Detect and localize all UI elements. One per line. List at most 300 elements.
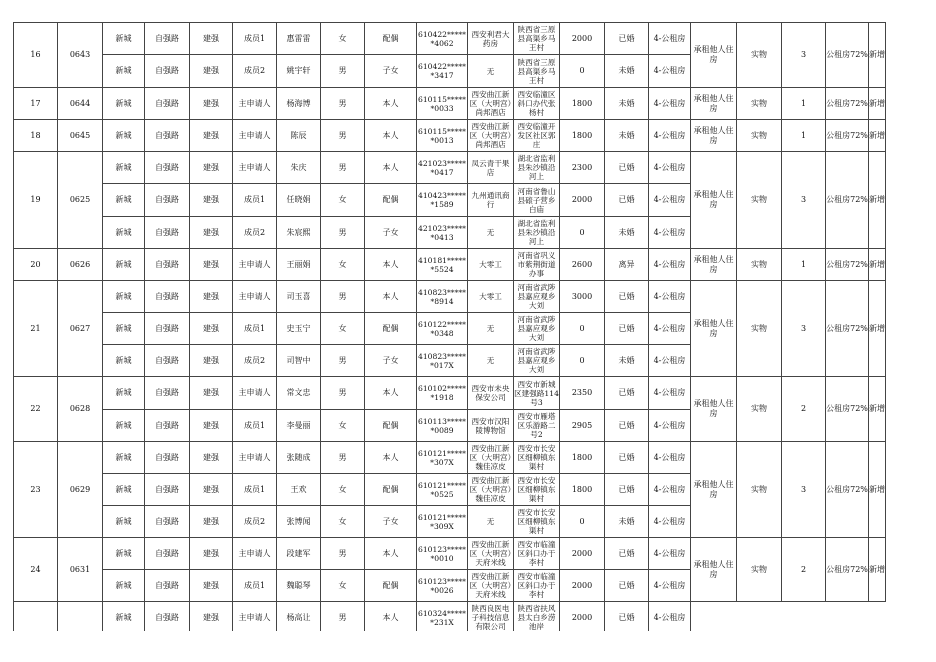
housing-type-cell: 4-公租房 — [649, 474, 691, 506]
member-role-cell: 主申请人 — [233, 88, 277, 120]
income-cell: 2000 — [560, 538, 605, 570]
employer-cell: 西安市汉阳陵博物馆 — [468, 410, 514, 442]
street-cell: 自强路 — [145, 474, 190, 506]
member-role-cell: 成员1 — [233, 184, 277, 217]
district-cell: 新城 — [103, 506, 145, 538]
gender-cell: 女 — [321, 474, 365, 506]
street-cell: 自强路 — [145, 217, 190, 249]
table-row — [14, 23, 886, 55]
community-cell: 建强 — [190, 281, 233, 313]
id-number-cell: 410423******1589 — [417, 184, 468, 217]
relation-cell: 本人 — [365, 377, 417, 410]
street-cell: 自强路 — [145, 313, 190, 345]
record-status-cell: 新增 — [869, 88, 886, 120]
marital-status-cell: 已婚 — [605, 23, 649, 55]
gender-cell: 女 — [321, 313, 365, 345]
current-housing-cell: 承租他人住房 — [691, 152, 737, 249]
member-role-cell: 主申请人 — [233, 602, 277, 634]
id-number-cell: 610422******3417 — [417, 55, 468, 88]
unit-type-cell: 公租房72% — [826, 281, 869, 377]
income-cell: 1800 — [560, 88, 605, 120]
district-cell: 新城 — [103, 410, 145, 442]
community-cell: 建强 — [190, 313, 233, 345]
income-cell: 2000 — [560, 184, 605, 217]
gender-cell: 男 — [321, 442, 365, 474]
relation-cell: 本人 — [365, 152, 417, 184]
allocation-type-cell: 实物 — [737, 88, 782, 120]
unit-type-cell: 公租房72% — [826, 88, 869, 120]
allocation-type-cell: 实物 — [737, 23, 782, 88]
id-number-cell: 610113******0089 — [417, 410, 468, 442]
street-cell: 自强路 — [145, 570, 190, 602]
housing-type-cell: 4-公租房 — [649, 570, 691, 602]
community-cell: 建强 — [190, 249, 233, 281]
id-number-cell: 610121******0525 — [417, 474, 468, 506]
address-cell: 河南省武陟县嘉应观乡大刘 — [514, 313, 560, 345]
address-cell: 陕西省扶风县太白乡涝池岸 — [514, 602, 560, 634]
allocation-type-cell: 实物 — [737, 442, 782, 538]
gender-cell: 女 — [321, 249, 365, 281]
table-row — [14, 602, 886, 634]
income-cell: 0 — [560, 55, 605, 88]
address-cell: 河南省巩义市紫荆街道办事 — [514, 249, 560, 281]
address-cell: 河南省武陟县嘉应观乡大刘 — [514, 345, 560, 377]
marital-status-cell: 已婚 — [605, 281, 649, 313]
relation-cell: 子女 — [365, 55, 417, 88]
gender-cell: 男 — [321, 538, 365, 570]
name-cell: 朱庆 — [277, 152, 321, 184]
housing-type-cell: 4-公租房 — [649, 281, 691, 313]
income-cell: 2000 — [560, 23, 605, 55]
id-number-cell: 610122******0348 — [417, 313, 468, 345]
id-number-cell: 610123******0026 — [417, 570, 468, 602]
district-cell: 新城 — [103, 377, 145, 410]
relation-cell: 配偶 — [365, 313, 417, 345]
address-cell: 西安市临潼区斜口办于李村 — [514, 538, 560, 570]
gender-cell: 女 — [321, 506, 365, 538]
unit-type-cell: 公租房72% — [826, 538, 869, 602]
marital-status-cell: 未婚 — [605, 88, 649, 120]
gender-cell: 男 — [321, 377, 365, 410]
current-housing-cell: 承租他人住房 — [691, 88, 737, 120]
employer-cell: 凤云青干果店 — [468, 152, 514, 184]
gender-cell: 男 — [321, 345, 365, 377]
id-number-cell: 610123******0010 — [417, 538, 468, 570]
id-number-cell: 610102******1918 — [417, 377, 468, 410]
district-cell: 新城 — [103, 184, 145, 217]
community-cell: 建强 — [190, 345, 233, 377]
housing-type-cell: 4-公租房 — [649, 602, 691, 634]
group-number-cell: 19 — [14, 152, 58, 249]
address-cell: 西安市临潼区斜口办于李村 — [514, 570, 560, 602]
current-housing-cell: 承租他人住房 — [691, 23, 737, 88]
gender-cell: 男 — [321, 281, 365, 313]
community-cell: 建强 — [190, 474, 233, 506]
gender-cell: 男 — [321, 88, 365, 120]
gender-cell: 男 — [321, 602, 365, 634]
address-cell: 西安临潼区斜口办代张杨村 — [514, 88, 560, 120]
relation-cell: 本人 — [365, 120, 417, 152]
district-cell: 新城 — [103, 570, 145, 602]
table-row — [14, 281, 886, 313]
address-cell: 西安市长安区细柳镇东渠村 — [514, 442, 560, 474]
member-role-cell: 成员1 — [233, 313, 277, 345]
gender-cell: 女 — [321, 184, 365, 217]
employer-cell: 西安利君大药房 — [468, 23, 514, 55]
relation-cell: 子女 — [365, 506, 417, 538]
employer-cell: 西安曲江新区（大明宫）魏佳凉皮 — [468, 442, 514, 474]
income-cell: 1800 — [560, 120, 605, 152]
housing-type-cell: 4-公租房 — [649, 23, 691, 55]
street-cell: 自强路 — [145, 377, 190, 410]
street-cell: 自强路 — [145, 281, 190, 313]
relation-cell: 本人 — [365, 88, 417, 120]
relation-cell: 配偶 — [365, 410, 417, 442]
income-cell: 1800 — [560, 442, 605, 474]
page-bottom-margin — [0, 631, 936, 662]
community-cell: 建强 — [190, 410, 233, 442]
income-cell: 1800 — [560, 474, 605, 506]
member-role-cell: 主申请人 — [233, 152, 277, 184]
name-cell: 段建军 — [277, 538, 321, 570]
member-role-cell: 成员2 — [233, 55, 277, 88]
employer-cell: 西安曲江新区（大明宫）尚邦酒店 — [468, 88, 514, 120]
community-cell: 建强 — [190, 152, 233, 184]
community-cell: 建强 — [190, 442, 233, 474]
name-cell: 常文忠 — [277, 377, 321, 410]
housing-type-cell: 4-公租房 — [649, 184, 691, 217]
relation-cell: 子女 — [365, 345, 417, 377]
unit-type-cell: 公租房72% — [826, 442, 869, 538]
housing-type-cell: 4-公租房 — [649, 249, 691, 281]
id-number-cell: 410181******5524 — [417, 249, 468, 281]
address-cell: 陕西省三原县高渠乡马王村 — [514, 23, 560, 55]
income-cell: 3000 — [560, 281, 605, 313]
gender-cell: 男 — [321, 120, 365, 152]
marital-status-cell: 未婚 — [605, 506, 649, 538]
household-code-cell: 0627 — [58, 281, 103, 377]
name-cell: 任晓娟 — [277, 184, 321, 217]
employer-cell: 西安曲江新区（大明宫）天府米线 — [468, 570, 514, 602]
allocation-type-cell: 实物 — [737, 538, 782, 602]
district-cell: 新城 — [103, 538, 145, 570]
group-number-cell: 23 — [14, 442, 58, 538]
name-cell: 杨高让 — [277, 602, 321, 634]
unit-type-cell: 公租房72% — [826, 377, 869, 442]
employer-cell: 西安市未央保安公司 — [468, 377, 514, 410]
district-cell: 新城 — [103, 442, 145, 474]
housing-type-cell: 4-公租房 — [649, 120, 691, 152]
id-number-cell: 610324******231X — [417, 602, 468, 634]
household-code-cell: 0643 — [58, 23, 103, 88]
name-cell: 陈辰 — [277, 120, 321, 152]
name-cell: 魏聪琴 — [277, 570, 321, 602]
record-status-cell — [869, 602, 886, 634]
marital-status-cell: 已婚 — [605, 313, 649, 345]
record-status-cell: 新增 — [869, 377, 886, 442]
member-role-cell: 主申请人 — [233, 377, 277, 410]
name-cell: 史玉宁 — [277, 313, 321, 345]
current-housing-cell: 承租他人住房 — [691, 120, 737, 152]
id-number-cell: 410823******8914 — [417, 281, 468, 313]
id-number-cell: 610115******0033 — [417, 88, 468, 120]
street-cell: 自强路 — [145, 602, 190, 634]
district-cell: 新城 — [103, 217, 145, 249]
employer-cell: 大零工 — [468, 249, 514, 281]
household-code-cell: 0631 — [58, 538, 103, 602]
street-cell: 自强路 — [145, 88, 190, 120]
id-number-cell: 421023******0413 — [417, 217, 468, 249]
income-cell: 2350 — [560, 377, 605, 410]
allocation-type-cell: 实物 — [737, 120, 782, 152]
income-cell: 0 — [560, 506, 605, 538]
household-code-cell: 0629 — [58, 442, 103, 538]
table-row — [14, 88, 886, 120]
gender-cell: 男 — [321, 152, 365, 184]
housing-type-cell: 4-公租房 — [649, 377, 691, 410]
relation-cell: 本人 — [365, 538, 417, 570]
community-cell: 建强 — [190, 570, 233, 602]
address-cell: 西安市雁塔区乐游路二号2 — [514, 410, 560, 442]
gender-cell: 女 — [321, 23, 365, 55]
name-cell: 朱宸熙 — [277, 217, 321, 249]
group-number-cell: 22 — [14, 377, 58, 442]
id-number-cell: 610121******309X — [417, 506, 468, 538]
income-cell: 2000 — [560, 570, 605, 602]
id-number-cell: 610115******0013 — [417, 120, 468, 152]
employer-cell: 西安曲江新区（大明宫）尚邦酒店 — [468, 120, 514, 152]
current-housing-cell: 承租他人住房 — [691, 538, 737, 602]
community-cell: 建强 — [190, 538, 233, 570]
current-housing-cell: 承租他人住房 — [691, 281, 737, 377]
household-size-cell: 2 — [782, 538, 826, 602]
id-number-cell: 421023******0417 — [417, 152, 468, 184]
marital-status-cell: 已婚 — [605, 538, 649, 570]
marital-status-cell: 已婚 — [605, 602, 649, 634]
relation-cell: 配偶 — [365, 184, 417, 217]
income-cell: 2600 — [560, 249, 605, 281]
employer-cell: 无 — [468, 55, 514, 88]
id-number-cell: 610121******307X — [417, 442, 468, 474]
street-cell: 自强路 — [145, 184, 190, 217]
table-row — [14, 442, 886, 474]
table-row — [14, 120, 886, 152]
employer-cell: 无 — [468, 506, 514, 538]
name-cell: 杨海博 — [277, 88, 321, 120]
member-role-cell: 主申请人 — [233, 442, 277, 474]
member-role-cell: 成员1 — [233, 570, 277, 602]
record-status-cell: 新增 — [869, 120, 886, 152]
household-size-cell: 3 — [782, 442, 826, 538]
street-cell: 自强路 — [145, 506, 190, 538]
employer-cell: 无 — [468, 313, 514, 345]
household-code-cell: 0628 — [58, 377, 103, 442]
group-number-cell: 16 — [14, 23, 58, 88]
household-size-cell: 3 — [782, 281, 826, 377]
employer-cell: 陕西良医电子科技信息有限公司 — [468, 602, 514, 634]
gender-cell: 男 — [321, 217, 365, 249]
relation-cell: 配偶 — [365, 474, 417, 506]
household-code-cell: 0625 — [58, 152, 103, 249]
gender-cell: 女 — [321, 410, 365, 442]
unit-type-cell: 公租房72% — [826, 23, 869, 88]
member-role-cell: 成员2 — [233, 217, 277, 249]
district-cell: 新城 — [103, 474, 145, 506]
record-status-cell: 新增 — [869, 23, 886, 88]
applicant-table — [13, 22, 886, 634]
record-status-cell: 新增 — [869, 249, 886, 281]
marital-status-cell: 未婚 — [605, 120, 649, 152]
income-cell: 0 — [560, 313, 605, 345]
marital-status-cell: 未婚 — [605, 345, 649, 377]
unit-type-cell — [826, 602, 869, 634]
housing-type-cell: 4-公租房 — [649, 345, 691, 377]
street-cell: 自强路 — [145, 23, 190, 55]
record-status-cell: 新增 — [869, 538, 886, 602]
district-cell: 新城 — [103, 55, 145, 88]
group-number-cell: 18 — [14, 120, 58, 152]
table-row — [14, 249, 886, 281]
employer-cell: 西安曲江新区（大明宫）天府米线 — [468, 538, 514, 570]
member-role-cell: 成员2 — [233, 345, 277, 377]
street-cell: 自强路 — [145, 538, 190, 570]
member-role-cell: 主申请人 — [233, 538, 277, 570]
community-cell: 建强 — [190, 506, 233, 538]
gender-cell: 男 — [321, 55, 365, 88]
household-size-cell: 2 — [782, 377, 826, 442]
address-cell: 湖北省监利县朱沙镇沿河上 — [514, 217, 560, 249]
group-number-cell — [14, 602, 58, 634]
marital-status-cell: 已婚 — [605, 570, 649, 602]
district-cell: 新城 — [103, 120, 145, 152]
community-cell: 建强 — [190, 88, 233, 120]
table-row — [14, 538, 886, 570]
community-cell: 建强 — [190, 602, 233, 634]
income-cell: 0 — [560, 345, 605, 377]
district-cell: 新城 — [103, 281, 145, 313]
marital-status-cell: 已婚 — [605, 152, 649, 184]
relation-cell: 本人 — [365, 281, 417, 313]
income-cell: 2000 — [560, 602, 605, 634]
income-cell: 2300 — [560, 152, 605, 184]
record-status-cell: 新增 — [869, 281, 886, 377]
name-cell: 张随成 — [277, 442, 321, 474]
street-cell: 自强路 — [145, 249, 190, 281]
marital-status-cell: 离异 — [605, 249, 649, 281]
id-number-cell: 610422******4062 — [417, 23, 468, 55]
current-housing-cell: 承租他人住房 — [691, 442, 737, 538]
name-cell: 姚宇轩 — [277, 55, 321, 88]
name-cell: 张博闻 — [277, 506, 321, 538]
household-size-cell: 1 — [782, 120, 826, 152]
community-cell: 建强 — [190, 217, 233, 249]
allocation-type-cell — [737, 602, 782, 634]
member-role-cell: 成员1 — [233, 23, 277, 55]
employer-cell: 无 — [468, 345, 514, 377]
member-role-cell: 成员1 — [233, 410, 277, 442]
name-cell: 李曼丽 — [277, 410, 321, 442]
relation-cell: 本人 — [365, 249, 417, 281]
community-cell: 建强 — [190, 184, 233, 217]
employer-cell: 九州通讯商行 — [468, 184, 514, 217]
community-cell: 建强 — [190, 23, 233, 55]
street-cell: 自强路 — [145, 410, 190, 442]
income-cell: 0 — [560, 217, 605, 249]
household-code-cell: 0626 — [58, 249, 103, 281]
marital-status-cell: 已婚 — [605, 410, 649, 442]
allocation-type-cell: 实物 — [737, 249, 782, 281]
member-role-cell: 主申请人 — [233, 249, 277, 281]
member-role-cell: 主申请人 — [233, 281, 277, 313]
name-cell: 司智中 — [277, 345, 321, 377]
unit-type-cell: 公租房72% — [826, 249, 869, 281]
address-cell: 西安临潼开发区社区郭庄 — [514, 120, 560, 152]
street-cell: 自强路 — [145, 120, 190, 152]
member-role-cell: 成员2 — [233, 506, 277, 538]
address-cell: 陕西省三原县高渠乡马王村 — [514, 55, 560, 88]
community-cell: 建强 — [190, 120, 233, 152]
name-cell: 王丽娟 — [277, 249, 321, 281]
relation-cell: 本人 — [365, 442, 417, 474]
address-cell: 西安市长安区细柳镇东渠村 — [514, 506, 560, 538]
relation-cell: 配偶 — [365, 23, 417, 55]
unit-type-cell: 公租房72% — [826, 120, 869, 152]
marital-status-cell: 已婚 — [605, 377, 649, 410]
district-cell: 新城 — [103, 313, 145, 345]
household-code-cell: 0644 — [58, 88, 103, 120]
address-cell: 河南省武陟县嘉应观乡大刘 — [514, 281, 560, 313]
employer-cell: 无 — [468, 217, 514, 249]
allocation-type-cell: 实物 — [737, 377, 782, 442]
current-housing-cell — [691, 602, 737, 634]
housing-type-cell: 4-公租房 — [649, 506, 691, 538]
current-housing-cell: 承租他人住房 — [691, 249, 737, 281]
employer-cell: 西安曲江新区（大明宫）魏佳凉皮 — [468, 474, 514, 506]
table-row — [14, 377, 886, 410]
gender-cell: 女 — [321, 570, 365, 602]
relation-cell: 本人 — [365, 602, 417, 634]
relation-cell: 子女 — [365, 217, 417, 249]
member-role-cell: 主申请人 — [233, 120, 277, 152]
household-code-cell — [58, 602, 103, 634]
district-cell: 新城 — [103, 152, 145, 184]
marital-status-cell: 已婚 — [605, 474, 649, 506]
housing-type-cell: 4-公租房 — [649, 313, 691, 345]
district-cell: 新城 — [103, 249, 145, 281]
marital-status-cell: 已婚 — [605, 184, 649, 217]
table-row — [14, 152, 886, 184]
address-cell: 湖北省监利县朱沙镇沿河上 — [514, 152, 560, 184]
allocation-type-cell: 实物 — [737, 281, 782, 377]
housing-type-cell: 4-公租房 — [649, 442, 691, 474]
current-housing-cell: 承租他人住房 — [691, 377, 737, 442]
household-code-cell: 0645 — [58, 120, 103, 152]
street-cell: 自强路 — [145, 442, 190, 474]
household-size-cell: 3 — [782, 23, 826, 88]
district-cell: 新城 — [103, 602, 145, 634]
employer-cell: 大零工 — [468, 281, 514, 313]
household-size-cell: 3 — [782, 152, 826, 249]
housing-type-cell: 4-公租房 — [649, 88, 691, 120]
relation-cell: 配偶 — [365, 570, 417, 602]
marital-status-cell: 未婚 — [605, 55, 649, 88]
district-cell: 新城 — [103, 23, 145, 55]
household-size-cell: 1 — [782, 249, 826, 281]
district-cell: 新城 — [103, 88, 145, 120]
community-cell: 建强 — [190, 377, 233, 410]
allocation-type-cell: 实物 — [737, 152, 782, 249]
household-size-cell: 1 — [782, 88, 826, 120]
